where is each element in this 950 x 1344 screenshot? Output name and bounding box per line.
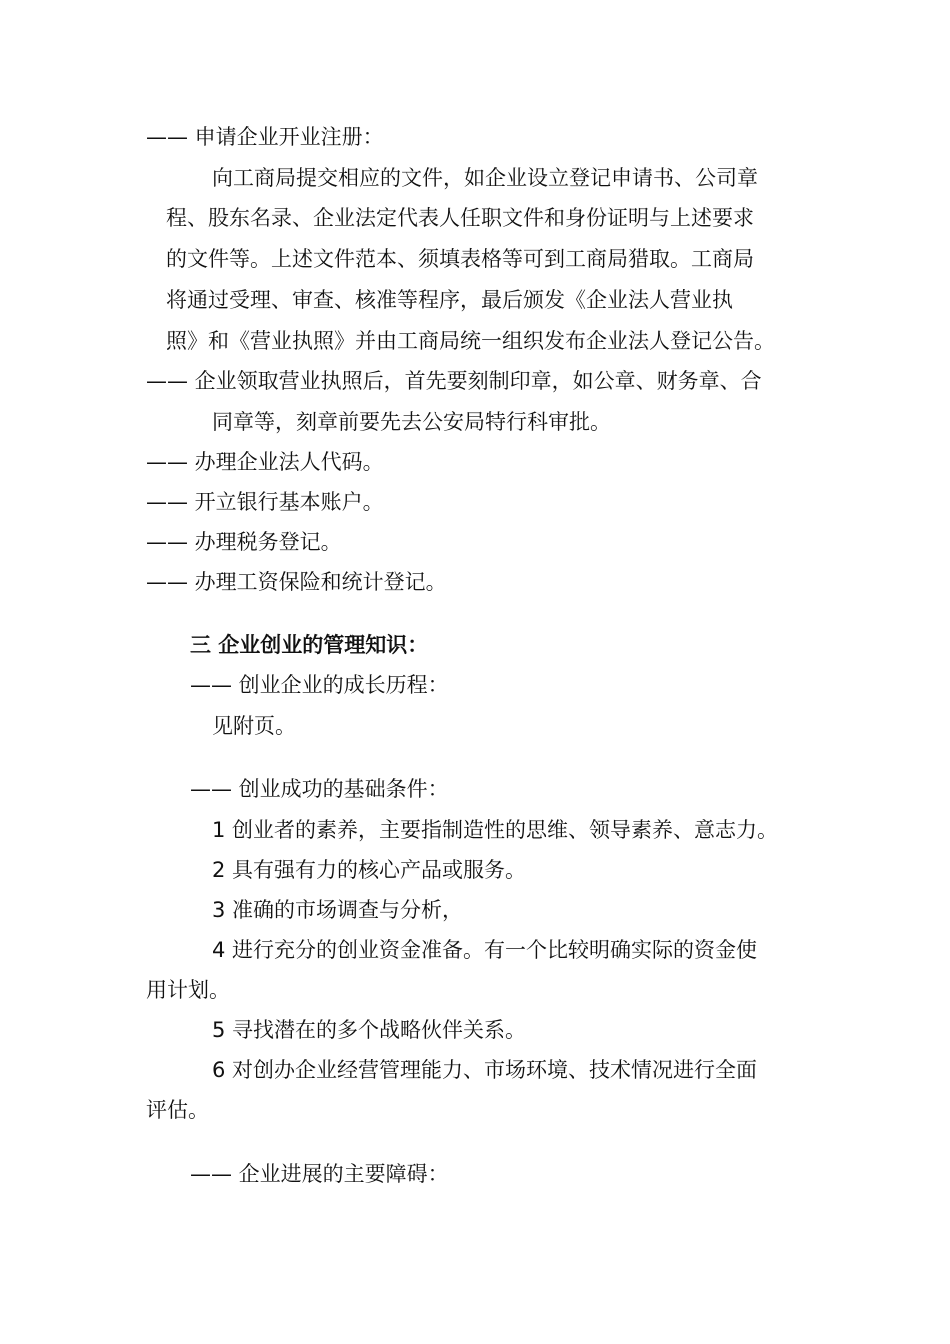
- bullet-seal: —— 企业领取营业执照后，首先要刻制印章，如公章、财务章、合: [146, 369, 762, 393]
- paragraph-line-1: 向工商局提交相应的文件，如企业设立登记申请书、公司章: [212, 166, 758, 190]
- bullet-main-obstacles: —— 企业进展的主要障碍：: [190, 1162, 449, 1186]
- bullet-apply-registration: —— 申请企业开业注册：: [146, 125, 384, 149]
- see-appendix: 见附页。: [212, 714, 296, 738]
- bullet-org-code: —— 办理企业法人代码。: [146, 450, 384, 474]
- paragraph-line-2: 程、股东名录、企业法定代表人任职文件和身份证明与上述要求: [166, 206, 754, 230]
- bullet-tax-registration: —— 办理税务登记。: [146, 530, 342, 554]
- bullet-insurance-statistics: —— 办理工资保险和统计登记。: [146, 570, 447, 594]
- bullet-bank-account: —— 开立银行基本账户。: [146, 490, 384, 514]
- condition-item-5: 5 寻找潜在的多个战略伙伴关系。: [212, 1018, 527, 1042]
- condition-item-3: 3 准确的市场调查与分析，: [212, 898, 464, 922]
- condition-item-1: 1 创业者的素养，主要指制造性的思维、领导素养、意志力。: [212, 818, 779, 842]
- condition-item-6: 6 对创办企业经营管理能力、市场环境、技术情况进行全面: [212, 1058, 758, 1082]
- paragraph-line-3: 的文件等。上述文件范本、须填表格等可到工商局猎取。工商局: [166, 247, 754, 271]
- condition-item-4-continued: 用计划。: [146, 978, 230, 1002]
- condition-item-4: 4 进行充分的创业资金准备。有一个比较明确实际的资金使: [212, 938, 758, 962]
- paragraph-line-4: 将通过受理、审查、核准等程序，最后颁发《企业法人营业执: [166, 288, 733, 312]
- bullet-seal-continued: 同章等，刻章前要先去公安局特行科审批。: [212, 410, 611, 434]
- section-heading-three: 三 企业创业的管理知识：: [190, 633, 429, 657]
- condition-item-2: 2 具有强有力的核心产品或服务。: [212, 858, 527, 882]
- bullet-growth-history: —— 创业企业的成长历程：: [190, 673, 449, 697]
- bullet-success-conditions: —— 创业成功的基础条件：: [190, 777, 449, 801]
- paragraph-line-5: 照》和《营业执照》并由工商局统一组织发布企业法人登记公告。: [166, 329, 775, 353]
- condition-item-6-continued: 评估。: [146, 1098, 209, 1122]
